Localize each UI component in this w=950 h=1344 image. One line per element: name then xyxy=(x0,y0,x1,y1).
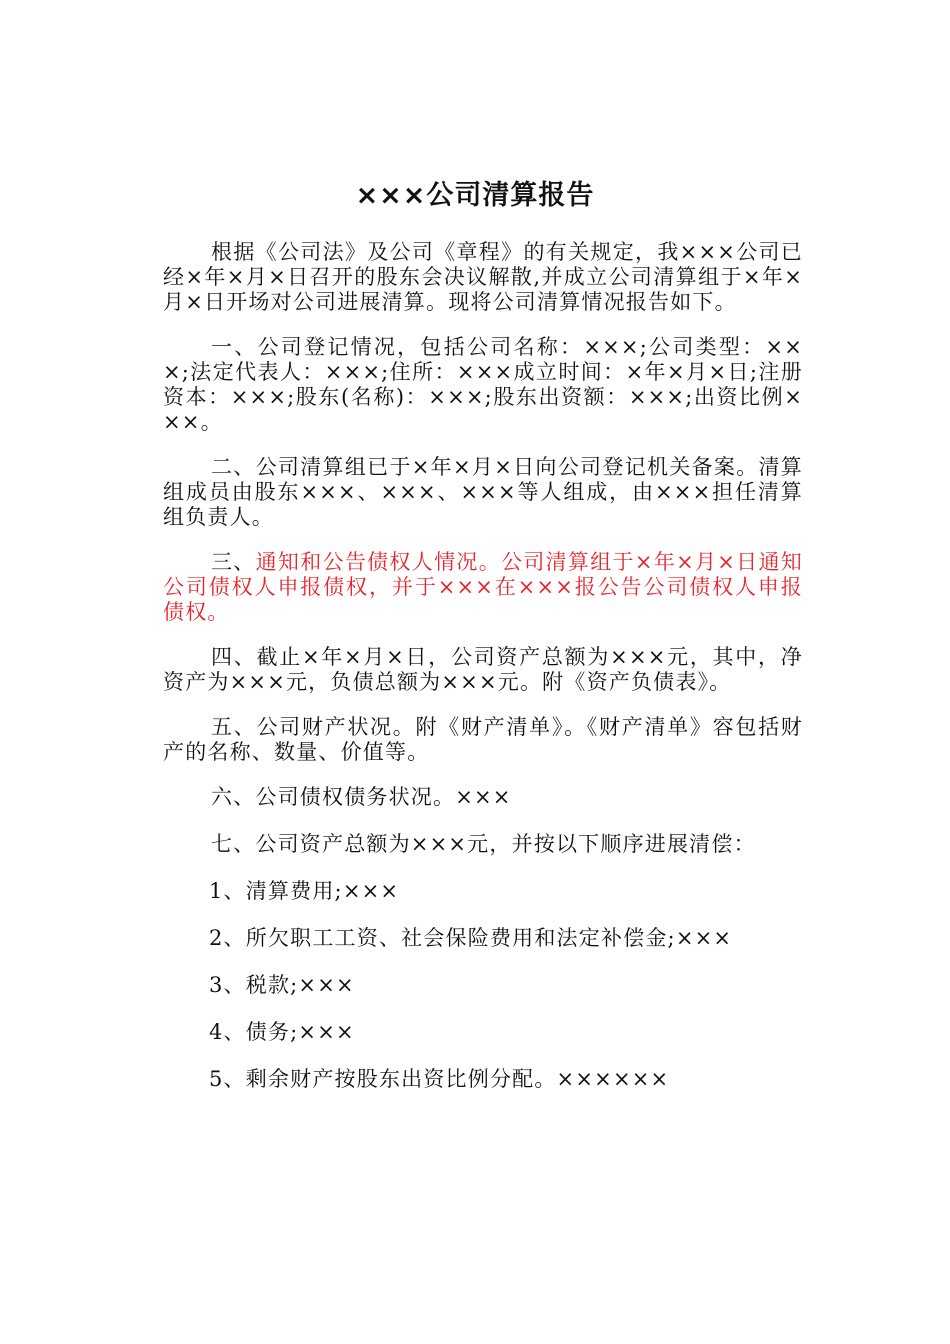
section-6-paragraph: 六、公司债权债务状况。××× xyxy=(211,785,512,809)
section-2-paragraph: 二、公司清算组已于×年×月×日向公司登记机关备案。清算组成员由股东×××、×××、×××等人组成，由×××担任清算组负责人。 xyxy=(163,455,803,529)
section-3-paragraph xyxy=(163,550,803,625)
list-item: 5、剩余财产按股东出资比例分配。×××××× xyxy=(209,1067,670,1091)
section-4-paragraph: 四、截止×年×月×日，公司资产总额为×××元，其中，净资产为×××元，负债总额为×××元。附《资产负债表》。 xyxy=(163,645,803,694)
section-7-paragraph: 七、公司资产总额为×××元，并按以下顺序进展清偿： xyxy=(211,832,756,856)
list-item: 1、清算费用;××× xyxy=(209,879,400,903)
list-item: 3、税款;××× xyxy=(209,973,355,997)
section-1-paragraph: 一、公司登记情况，包括公司名称：×××;公司类型：×××;法定代表人：×××;住所：×××成立时间：×年×月×日;注册资本：×××;股东(名称)：×××;股东出资额：×××;出资比例×××。 xyxy=(163,335,803,434)
section-3-number: 三、 xyxy=(211,550,256,574)
section-3-highlighted-text: 通知和公告债权人情况。公司清算组于×年×月×日通知公司债权人申报债权，并于×××在×××报公告公司债权人申报债权。 xyxy=(163,550,803,624)
list-item: 4、债务;××× xyxy=(209,1020,355,1044)
section-5-paragraph: 五、公司财产状况。附《财产清单》。《财产清单》容包括财产的名称、数量、价值等。 xyxy=(163,715,803,764)
document-body xyxy=(163,240,803,1114)
document-title: ×××公司清算报告 xyxy=(355,180,595,211)
intro-paragraph: 根据《公司法》及公司《章程》的有关规定，我×××公司已经×年×月×日召开的股东会决议解散,并成立公司清算组于×年×月×日开场对公司进展清算。现将公司清算情况报告如下。 xyxy=(163,240,803,314)
list-item: 2、所欠职工工资、社会保险费用和法定补偿金;××× xyxy=(209,926,733,950)
